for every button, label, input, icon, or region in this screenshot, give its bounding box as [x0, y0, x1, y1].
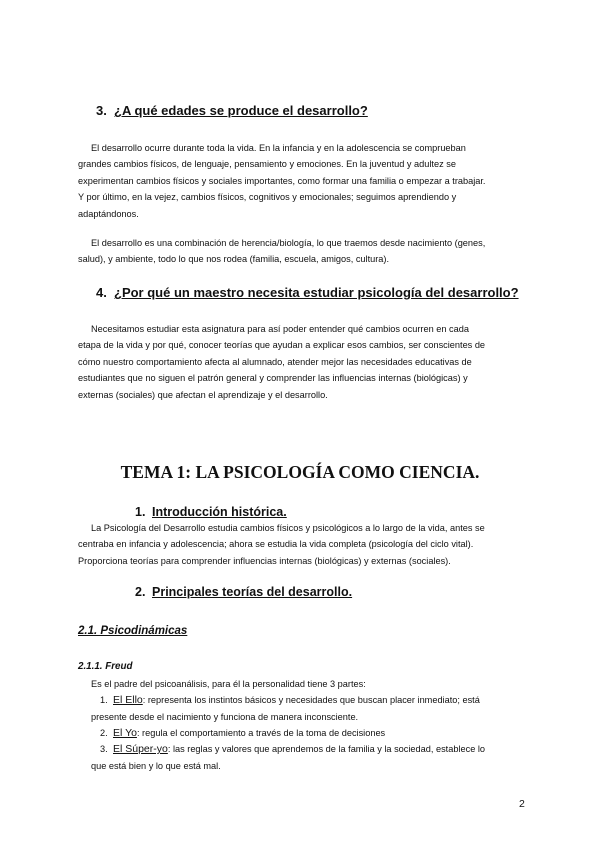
- list-item-continuation: que está bien y lo que está mal.: [91, 761, 221, 771]
- question-3-heading: [96, 103, 368, 118]
- text-line: El desarrollo es una combinación de herencia/biología, lo que traemos desde nacimiento (genes,: [91, 238, 486, 248]
- list-item-term: El Yo: [113, 727, 137, 739]
- list-item: [100, 692, 540, 708]
- question-3-paragraph-1: [78, 140, 538, 222]
- list-item-term: El Súper-yo: [113, 743, 168, 755]
- question-4-title: ¿Por qué un maestro necesita estudiar psicología del desarrollo?: [114, 285, 519, 300]
- subsection-2-1-heading: 2.1. Psicodinámicas: [78, 625, 188, 637]
- section-2-heading: [135, 585, 352, 599]
- text-line: La Psicología del Desarrollo estudia cambios físicos y psicológicos a lo largo de la vida, antes se: [91, 523, 485, 533]
- list-item-term: El Ello: [113, 694, 143, 706]
- question-3-paragraph-2: [78, 235, 538, 268]
- text-line: experimentan cambios físicos y sociales importantes, como formar una familia o empezar a trabajar.: [78, 175, 486, 186]
- text-line: centraba en infancia y adolescencia; ahora se estudia la vida completa (psicología del ciclo vital).: [78, 539, 474, 550]
- page-number: 2: [519, 798, 525, 810]
- chapter-title: TEMA 1: LA PSICOLOGÍA COMO CIENCIA.: [120, 462, 480, 482]
- question-4-number: 4.: [96, 285, 107, 300]
- section-2-title: Principales teorías del desarrollo.: [152, 585, 353, 599]
- section-1-number: 1.: [135, 505, 146, 519]
- subsection-2-1-1-heading: 2.1.1. Freud: [78, 661, 133, 672]
- question-3-title: ¿A qué edades se produce el desarrollo?: [114, 103, 368, 118]
- section-1-title: Introducción histórica.: [152, 505, 287, 519]
- list-item-text: : regula el comportamiento a través de la toma de decisiones: [136, 728, 386, 738]
- text-line: cómo nuestro comportamiento afecta al alumnado, atender mejor las necesidades educativas de: [78, 356, 472, 367]
- list-item-number: 3.: [100, 744, 108, 754]
- question-3-number: 3.: [96, 103, 107, 118]
- text-line: Proporciona teorías para comprender influencias internas (biológicas) y externas (sociales).: [78, 555, 451, 566]
- list-item-number: 2.: [100, 728, 108, 738]
- text-line: adaptándonos.: [78, 208, 139, 219]
- section-1-heading: [135, 505, 287, 519]
- question-4-heading: [96, 285, 519, 300]
- text-line: Y por último, en la vejez, cambios físicos, cognitivos y emocionales; seguimos aprendiendo y: [78, 192, 457, 203]
- section-2-number: 2.: [135, 585, 146, 599]
- text-line: grandes cambios físicos, de lenguaje, pensamiento y emociones. En la juventud y adultez se: [78, 159, 456, 170]
- list-item-text: : representa los instintos básicos y necesidades que buscan placer inmediato; está: [142, 695, 480, 705]
- list-item: [100, 741, 540, 757]
- question-4-paragraph-1: [78, 321, 538, 403]
- section-1-paragraph: [78, 520, 538, 569]
- freud-intro: Es el padre del psicoanálisis, para él la personalidad tiene 3 partes:: [91, 679, 366, 689]
- text-line: El desarrollo ocurre durante toda la vida. En la infancia y en la adolescencia se comprueban: [91, 143, 466, 153]
- text-line: estudiantes que no siguen el patrón general y comprender las influencias internas (biológicas) y: [78, 373, 468, 384]
- text-line: Necesitamos estudiar esta asignatura para así poder entender qué cambios ocurren en cada: [91, 324, 469, 334]
- list-item-number: 1.: [100, 695, 108, 705]
- text-line: etapa de la vida y por qué, conocer teorías que ayudan a explicar esos cambios, ser conscientes de: [78, 340, 486, 351]
- text-line: salud), y ambiente, todo lo que nos rodea (familia, escuela, amigos, cultura).: [78, 254, 390, 265]
- list-item: [100, 725, 540, 741]
- list-item-continuation: presente desde el nacimiento y funciona de manera inconsciente.: [91, 712, 359, 722]
- text-line: externas (sociales) que afectan el aprendizaje y el desarrollo.: [78, 389, 328, 400]
- list-item-text: : las reglas y valores que aprendemos de la familia y la sociedad, establece lo: [167, 744, 486, 754]
